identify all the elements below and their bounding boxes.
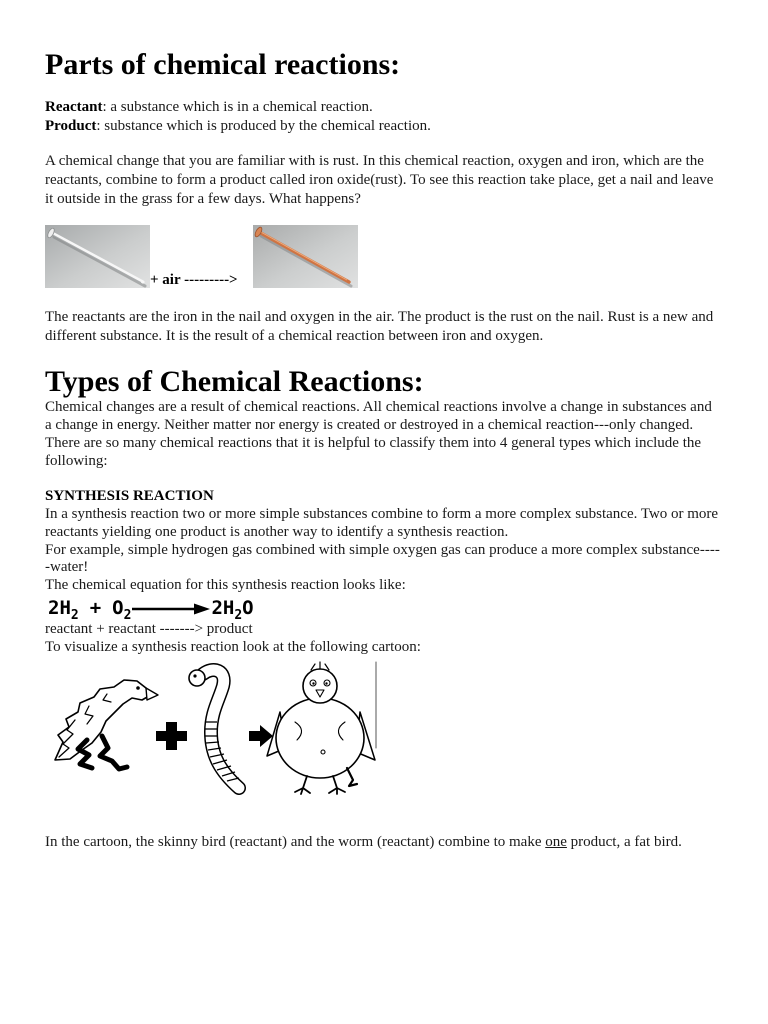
paragraph-line: it outside in the grass for a few days. What happens? <box>45 191 361 207</box>
synthesis-cartoon <box>45 660 380 795</box>
equation-product: 2H <box>211 597 235 619</box>
subheading-synthesis: SYNTHESIS REACTION <box>45 488 214 504</box>
paragraph-line: A chemical change that you are familiar with is rust. In this chemical reaction, oxygen and iron, which are the <box>45 153 704 169</box>
caption-text: product, a fat bird. <box>566 834 682 850</box>
section-title-types: Types of Chemical Reactions: <box>45 365 424 398</box>
cartoon-intro: To visualize a synthesis reaction look at the following cartoon: <box>45 639 421 655</box>
equation-subscript: 2 <box>234 608 243 623</box>
equation-plus: + <box>89 597 102 619</box>
word-equation: reactant + reactant -------> product <box>45 621 253 637</box>
equation-reactant-2: O <box>112 597 124 619</box>
paragraph-line: following: <box>45 453 108 469</box>
paragraph-line: different substance. It is the result of a chemical reaction between iron and oxygen. <box>45 328 544 344</box>
paragraph-line: Chemical changes are a result of chemical reactions. All chemical reactions involve a change in substances and <box>45 399 712 415</box>
definition-term: Reactant <box>45 99 103 115</box>
skinny-bird-icon <box>55 680 158 769</box>
equation-subscript: 2 <box>70 608 79 623</box>
definition-text: : substance which is produced by the chemical reaction. <box>96 118 431 134</box>
definition-text: : a substance which is in a chemical reaction. <box>102 99 373 115</box>
paragraph-line: a change in energy. Neither matter nor energy is created or destroyed in a chemical reaction---only changed. <box>45 417 694 433</box>
paragraph-line: There are so many chemical reactions that it is helpful to classify them into 4 general types which include the <box>45 435 702 451</box>
yields-arrow-icon <box>132 602 210 616</box>
caption-underlined-word: one <box>545 834 567 850</box>
rusty-nail-image <box>253 225 358 288</box>
plus-sign-icon <box>156 722 187 750</box>
caption-text: In the cartoon, the skinny bird (reactant) and the worm (reactant) combine to make <box>45 834 546 850</box>
iron-nail-image <box>45 225 150 288</box>
paragraph-line: -water! <box>45 559 89 575</box>
paragraph-line: In a synthesis reaction two or more simple substances combine to form a more complex substance. Two or more <box>45 506 719 522</box>
arrow-icon <box>249 725 273 747</box>
worm-icon <box>189 670 239 788</box>
paragraph-line: reactants yielding one product is another way to identify a synthesis reaction. <box>45 524 509 540</box>
reaction-connector: + air ---------> <box>150 272 238 288</box>
section-title-parts: Parts of chemical reactions: <box>45 48 401 81</box>
paragraph-line: The chemical equation for this synthesis reaction looks like: <box>45 577 406 593</box>
equation-reactant-1: 2H <box>48 597 71 619</box>
paragraph-line: reactants, combine to form a product called iron oxide(rust). To see this reaction take place, get a nail and leave <box>45 172 714 188</box>
equation-product-tail: O <box>242 597 254 619</box>
equation-subscript: 2 <box>123 608 132 623</box>
paragraph-line: The reactants are the iron in the nail and oxygen in the air. The product is the rust on the nail. Rust is a new and <box>45 309 714 325</box>
cartoon-caption <box>45 833 682 852</box>
definition-reactant <box>45 98 373 117</box>
paragraph-line: For example, simple hydrogen gas combined with simple oxygen gas can produce a more complex substance---- <box>45 542 720 558</box>
chemical-equation <box>48 596 254 623</box>
definition-term: Product <box>45 118 97 134</box>
definition-product <box>45 117 431 136</box>
fat-bird-icon <box>267 662 376 794</box>
